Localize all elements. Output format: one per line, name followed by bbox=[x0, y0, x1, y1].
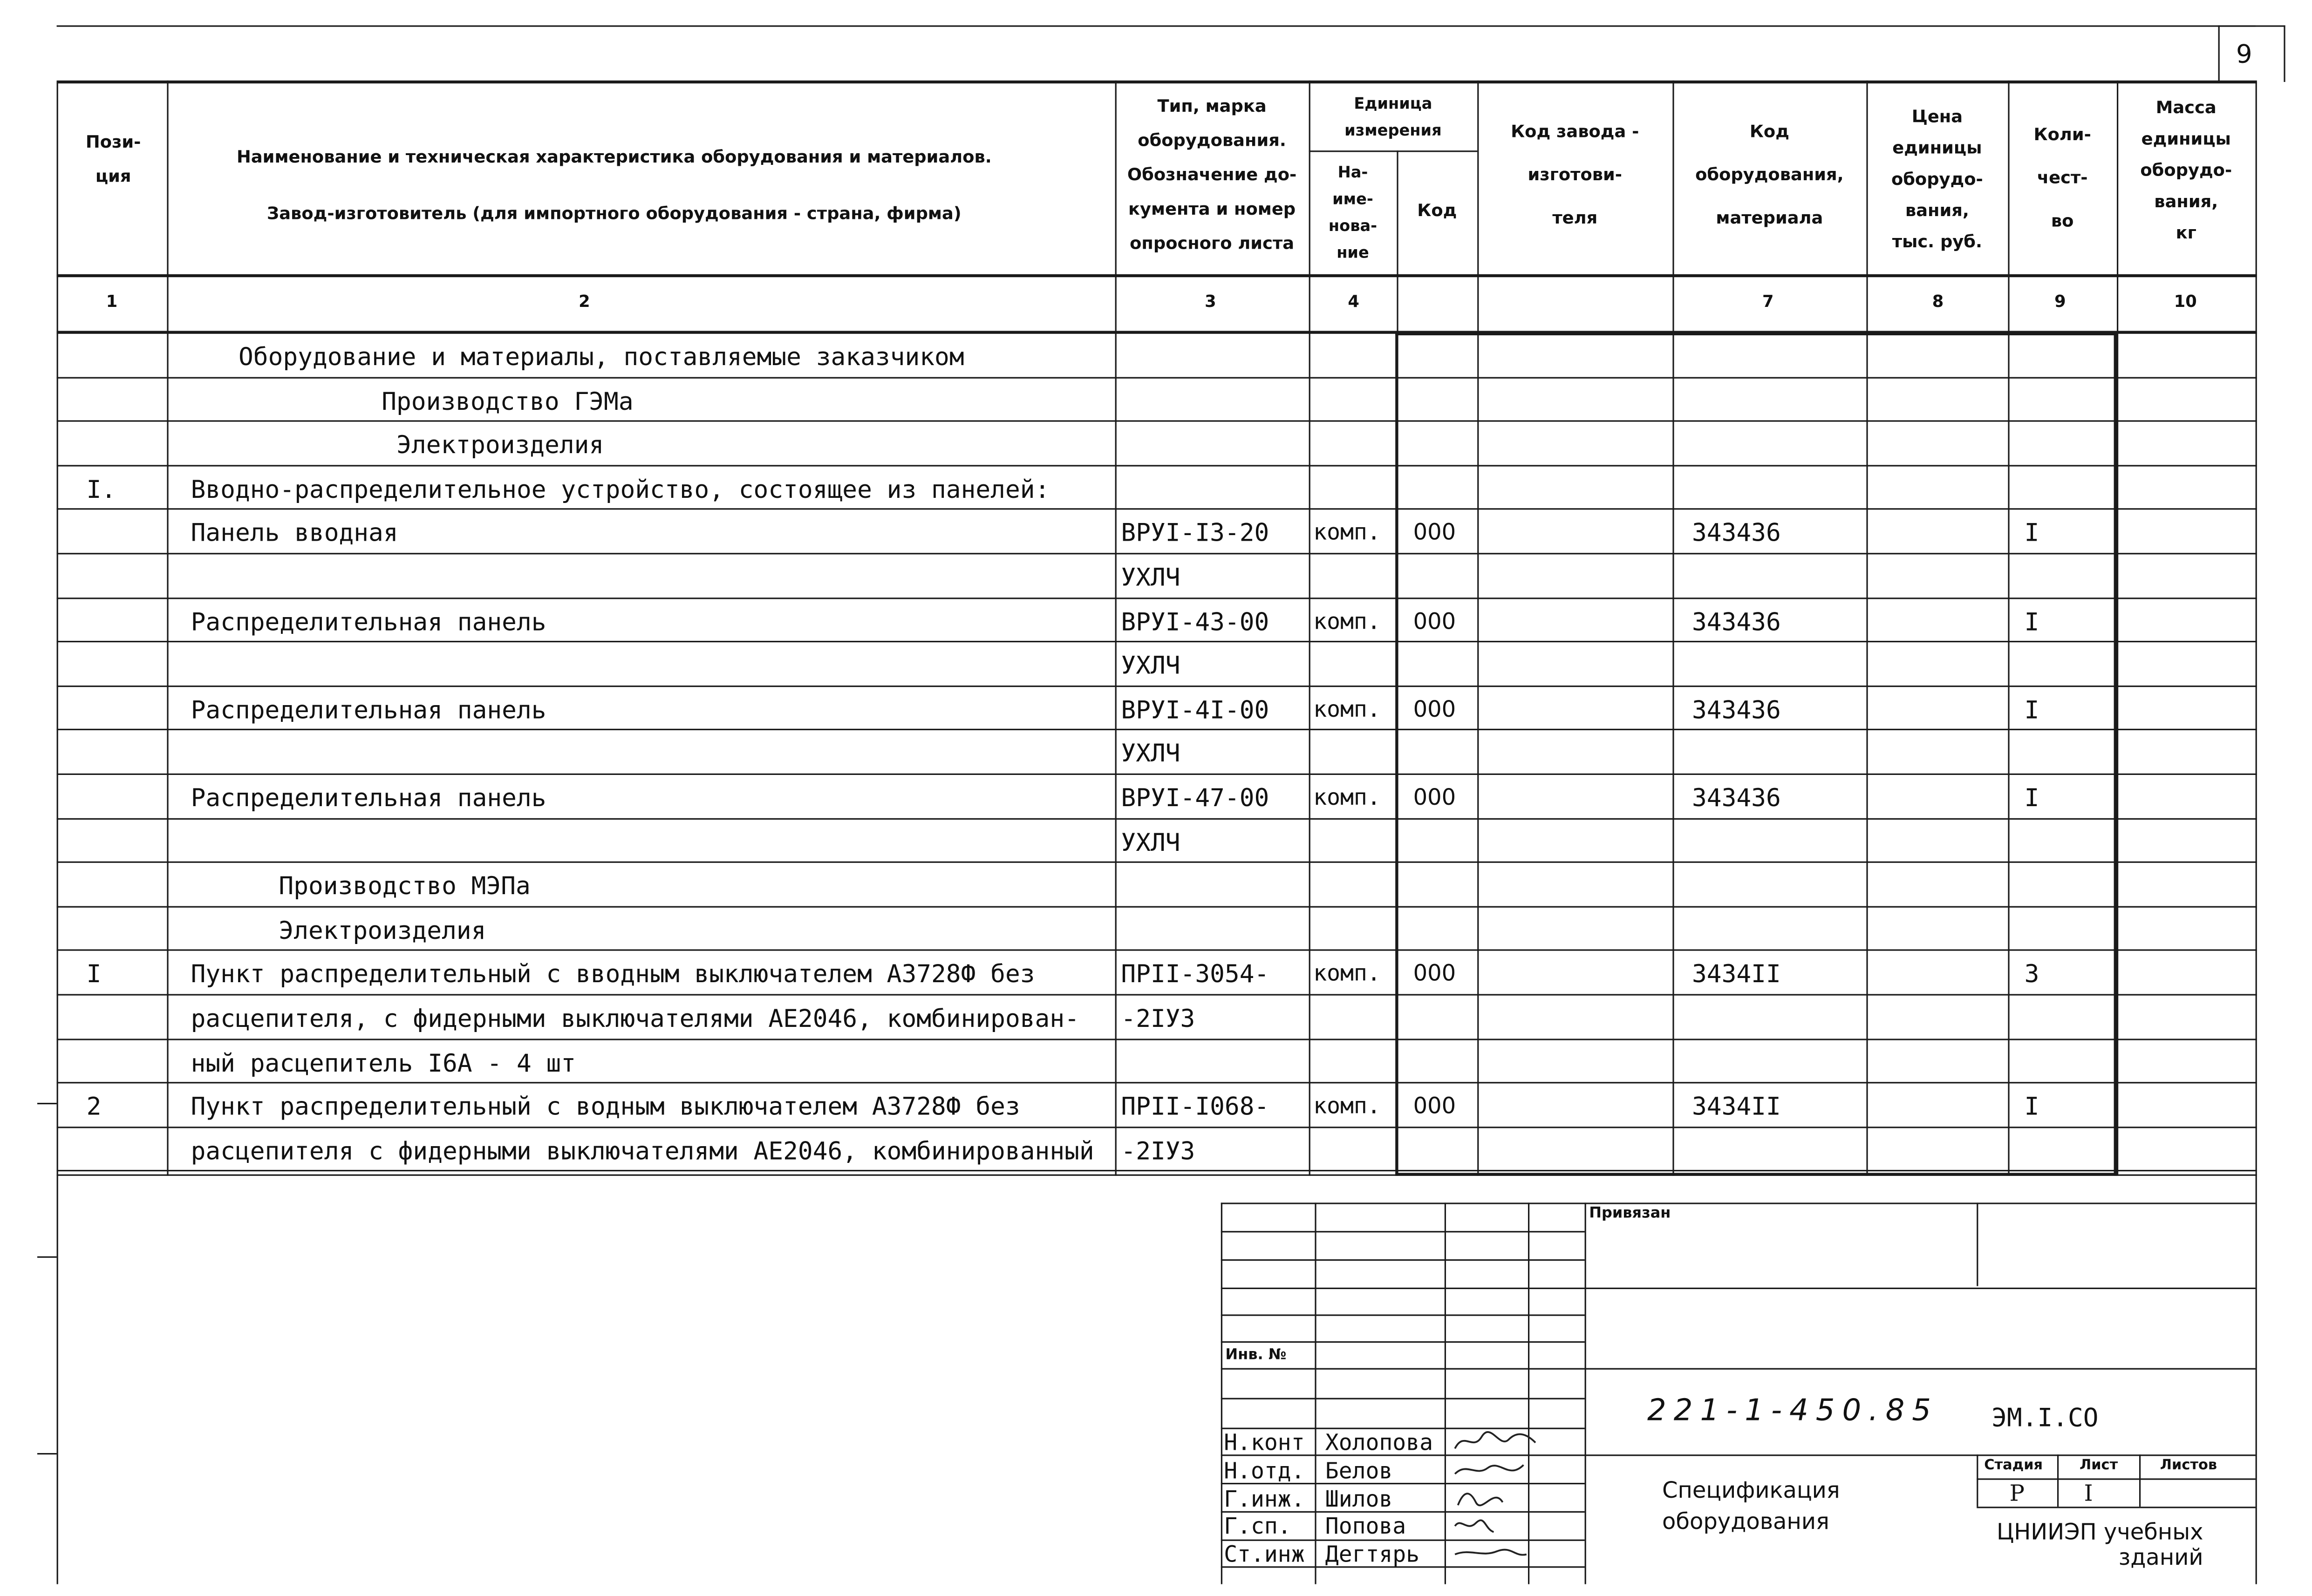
row-type: ВРУI-43-00 bbox=[1121, 608, 1269, 637]
column-number: 8 bbox=[1932, 292, 1944, 312]
top-frame-line bbox=[57, 25, 2256, 27]
tb-row-line bbox=[1221, 1398, 1585, 1399]
row-name: Распределительная панель bbox=[191, 696, 546, 725]
column-number: 10 bbox=[2174, 292, 2197, 312]
col-line bbox=[2008, 81, 2009, 1176]
tb-row-line bbox=[1221, 1368, 2256, 1370]
right-frame-line bbox=[2256, 82, 2257, 1584]
row-divider bbox=[57, 1039, 2257, 1040]
row-type: УХЛЧ bbox=[1121, 563, 1180, 592]
header-type: Тип, марка оборудования. Обозначение до- кумента и номер опросного листа bbox=[1127, 95, 1297, 253]
left-frame-line bbox=[57, 82, 58, 1584]
col-line bbox=[1397, 150, 1398, 332]
handwritten-signature bbox=[1449, 1511, 1538, 1538]
row-unit-code: 000 bbox=[1413, 696, 1456, 723]
stage-label: Стадия bbox=[1984, 1457, 2043, 1474]
signature-role: Н.конт bbox=[1224, 1429, 1305, 1456]
row-divider bbox=[57, 729, 2257, 730]
row-equipment-code: 343436 bbox=[1692, 696, 1781, 725]
sheet-number: 9 bbox=[2236, 40, 2252, 70]
row-equipment-code: 3434II bbox=[1692, 1092, 1781, 1121]
header-position: Пози- ция bbox=[85, 131, 141, 186]
row-name: ный расцепитель I6А - 4 шт bbox=[191, 1049, 576, 1078]
stage-box-line bbox=[2057, 1454, 2059, 1507]
row-type: УХЛЧ bbox=[1121, 739, 1180, 767]
sheet-number-box-top bbox=[2218, 25, 2285, 27]
row-divider bbox=[57, 465, 2257, 466]
row-divider bbox=[57, 420, 2257, 421]
row-divider bbox=[57, 1082, 2257, 1083]
row-name: Вводно-распределительное устройство, состоящее из панелей: bbox=[191, 475, 1050, 504]
column-number: 7 bbox=[1762, 292, 1774, 312]
row-unit: комп. bbox=[1313, 608, 1381, 635]
row-quantity: 3 bbox=[2024, 959, 2039, 988]
sheet-number-box-left bbox=[2218, 25, 2220, 82]
row-name: Производство МЭПа bbox=[279, 872, 531, 900]
row-unit-code: 000 bbox=[1413, 959, 1456, 987]
title-block-top bbox=[1221, 1202, 2256, 1204]
row-type: -2IУ3 bbox=[1121, 1004, 1195, 1033]
row-unit-code: 000 bbox=[1413, 1092, 1456, 1120]
row-type: ВРУI-4I-00 bbox=[1121, 696, 1269, 725]
unit-group-divider bbox=[1309, 150, 1478, 152]
organization: ЦНИИЭП учебных зданий bbox=[1996, 1518, 2203, 1571]
row-divider bbox=[57, 949, 2257, 951]
handwritten-signature bbox=[1449, 1456, 1538, 1483]
row-type: ВРУI-I3-20 bbox=[1121, 518, 1269, 547]
row-unit: комп. bbox=[1313, 959, 1381, 987]
header-name: Наименование и техническая характеристика оборудования и материалов. Завод-изготовитель (для импортного оборудования - страна, фирма) bbox=[237, 146, 992, 224]
tb-col-line bbox=[1585, 1202, 1586, 1584]
row-position: 2 bbox=[86, 1092, 102, 1121]
header-unit-code: Код bbox=[1417, 199, 1457, 221]
table-bottom-line bbox=[57, 1175, 2257, 1176]
row-name: Пункт распределительный с вводным выключателем А3728Ф без bbox=[191, 959, 1035, 988]
header-bottom-line bbox=[57, 274, 2257, 277]
sheet-value: I bbox=[2084, 1480, 2093, 1507]
row-divider bbox=[57, 553, 2257, 554]
header-equipment-code: Код оборудования, материала bbox=[1695, 121, 1844, 228]
column-number: 4 bbox=[1348, 292, 1359, 312]
row-equipment-code: 343436 bbox=[1692, 608, 1781, 637]
document-mark: ЭМ.I.СО bbox=[1991, 1404, 2099, 1434]
column-number: 1 bbox=[106, 292, 118, 312]
header-quantity: Коли- чест- во bbox=[2033, 123, 2091, 231]
row-type: ВРУI-47-00 bbox=[1121, 784, 1269, 812]
tb-row-line bbox=[1221, 1231, 1585, 1232]
row-divider bbox=[57, 906, 2257, 908]
row-position: I. bbox=[86, 475, 116, 504]
col-line bbox=[167, 81, 168, 1176]
header-plant-code: Код завода - изготови- теля bbox=[1511, 121, 1639, 228]
table-top-line bbox=[57, 81, 2257, 83]
tb-row-line bbox=[1221, 1288, 2256, 1289]
row-unit: комп. bbox=[1313, 696, 1381, 723]
row-unit: комп. bbox=[1313, 784, 1381, 811]
signature-role: Г.инж. bbox=[1224, 1486, 1305, 1513]
header-mass: Масса единицы оборудо- вания, кг bbox=[2140, 97, 2232, 243]
row-name: Распределительная панель bbox=[191, 608, 546, 637]
privyazan-label: Привязан bbox=[1589, 1205, 1671, 1222]
inventory-number-label: Инв. № bbox=[1225, 1347, 1287, 1364]
stage-box-line bbox=[2139, 1454, 2141, 1507]
document-code: 221-1-450.85 bbox=[1647, 1392, 1938, 1428]
handwritten-signature bbox=[1449, 1428, 1538, 1455]
row-quantity: I bbox=[2024, 696, 2039, 725]
margin-tick bbox=[37, 1453, 57, 1454]
signature-name: Холопова bbox=[1325, 1429, 1433, 1456]
row-divider bbox=[57, 686, 2257, 687]
row-equipment-code: 343436 bbox=[1692, 784, 1781, 812]
col-line bbox=[1477, 81, 1479, 1176]
row-equipment-code: 3434II bbox=[1692, 959, 1781, 988]
margin-tick bbox=[37, 1256, 57, 1258]
row-unit: комп. bbox=[1313, 1092, 1381, 1120]
row-unit: комп. bbox=[1313, 518, 1381, 546]
bold-block-top bbox=[1395, 333, 2117, 335]
row-name: расцепителя с фидерными выключателями АЕ2046, комбинированный bbox=[191, 1137, 1094, 1166]
row-name: Производство ГЭМа bbox=[382, 387, 634, 416]
document-title: Спецификация оборудования bbox=[1662, 1477, 1840, 1535]
col-line bbox=[1672, 81, 1674, 1176]
signature-name: Шилов bbox=[1325, 1486, 1393, 1513]
row-divider bbox=[57, 598, 2257, 599]
header-unit-group: Единица измерения bbox=[1344, 95, 1442, 140]
row-name: Оборудование и материалы, поставляемые заказчиком bbox=[239, 343, 964, 371]
signature-role: Н.отд. bbox=[1224, 1457, 1305, 1485]
row-divider bbox=[57, 1170, 2257, 1171]
stage-box-line bbox=[1977, 1454, 1978, 1507]
row-divider bbox=[57, 641, 2257, 642]
row-type: УХЛЧ bbox=[1121, 651, 1180, 680]
row-equipment-code: 343436 bbox=[1692, 518, 1781, 547]
row-name: Электроизделия bbox=[279, 917, 486, 945]
row-name: Распределительная панель bbox=[191, 784, 546, 812]
header-unit-name: На- име- нова- ние bbox=[1328, 164, 1378, 263]
row-position: I bbox=[86, 959, 102, 988]
handwritten-signature bbox=[1449, 1540, 1538, 1567]
signature-name: Попова bbox=[1325, 1513, 1406, 1540]
tb-row-line bbox=[1221, 1259, 1585, 1261]
row-name: Пункт распределительный с водным выключателем А3728Ф без bbox=[191, 1092, 1020, 1121]
header-price: Цена единицы оборудо- вания, тыс. руб. bbox=[1891, 106, 1983, 252]
bold-block-left bbox=[1395, 333, 1398, 1176]
row-name: Панель вводная bbox=[191, 518, 398, 547]
row-unit-code: 000 bbox=[1413, 784, 1456, 811]
row-name: Электроизделия bbox=[396, 430, 604, 459]
tb-row-line bbox=[1221, 1341, 1585, 1343]
tb-row-line bbox=[1221, 1314, 1585, 1316]
row-divider bbox=[57, 377, 2257, 379]
row-type: ПРII-3054- bbox=[1121, 959, 1269, 988]
row-divider bbox=[57, 508, 2257, 509]
stage-box-line bbox=[1977, 1507, 2255, 1508]
sheets-label: Листов bbox=[2160, 1457, 2217, 1474]
sheet-number-box-right bbox=[2284, 25, 2285, 82]
row-divider bbox=[57, 774, 2257, 775]
row-quantity: I bbox=[2024, 784, 2039, 812]
row-divider bbox=[57, 1127, 2257, 1128]
signature-name: Дегтярь bbox=[1325, 1541, 1420, 1568]
signature-role: Г.сп. bbox=[1224, 1513, 1291, 1540]
row-divider bbox=[57, 862, 2257, 863]
margin-tick bbox=[37, 1103, 57, 1104]
row-divider bbox=[57, 818, 2257, 820]
stage-value: Р bbox=[2009, 1480, 2025, 1507]
row-quantity: I bbox=[2024, 608, 2039, 637]
column-number: 2 bbox=[579, 292, 590, 312]
row-unit-code: 000 bbox=[1413, 608, 1456, 635]
row-quantity: I bbox=[2024, 518, 2039, 547]
sheet-label: Лист bbox=[2080, 1457, 2118, 1474]
tb-col-line bbox=[1977, 1202, 1978, 1286]
row-quantity: I bbox=[2024, 1092, 2039, 1121]
row-name: расцепителя, с фидерными выключателями АЕ2046, комбинирован- bbox=[191, 1004, 1079, 1033]
column-number: 9 bbox=[2054, 292, 2066, 312]
column-number: 3 bbox=[1205, 292, 1216, 312]
row-type: -2IУ3 bbox=[1121, 1137, 1195, 1166]
bold-block-right bbox=[2114, 333, 2117, 1176]
row-divider bbox=[57, 994, 2257, 995]
handwritten-signature bbox=[1449, 1484, 1538, 1511]
row-unit-code: 000 bbox=[1413, 518, 1456, 546]
row-type: ПРII-I068- bbox=[1121, 1092, 1269, 1121]
signature-role: Ст.инж bbox=[1224, 1541, 1305, 1568]
signature-name: Белов bbox=[1325, 1457, 1393, 1485]
row-type: УХЛЧ bbox=[1121, 829, 1180, 857]
